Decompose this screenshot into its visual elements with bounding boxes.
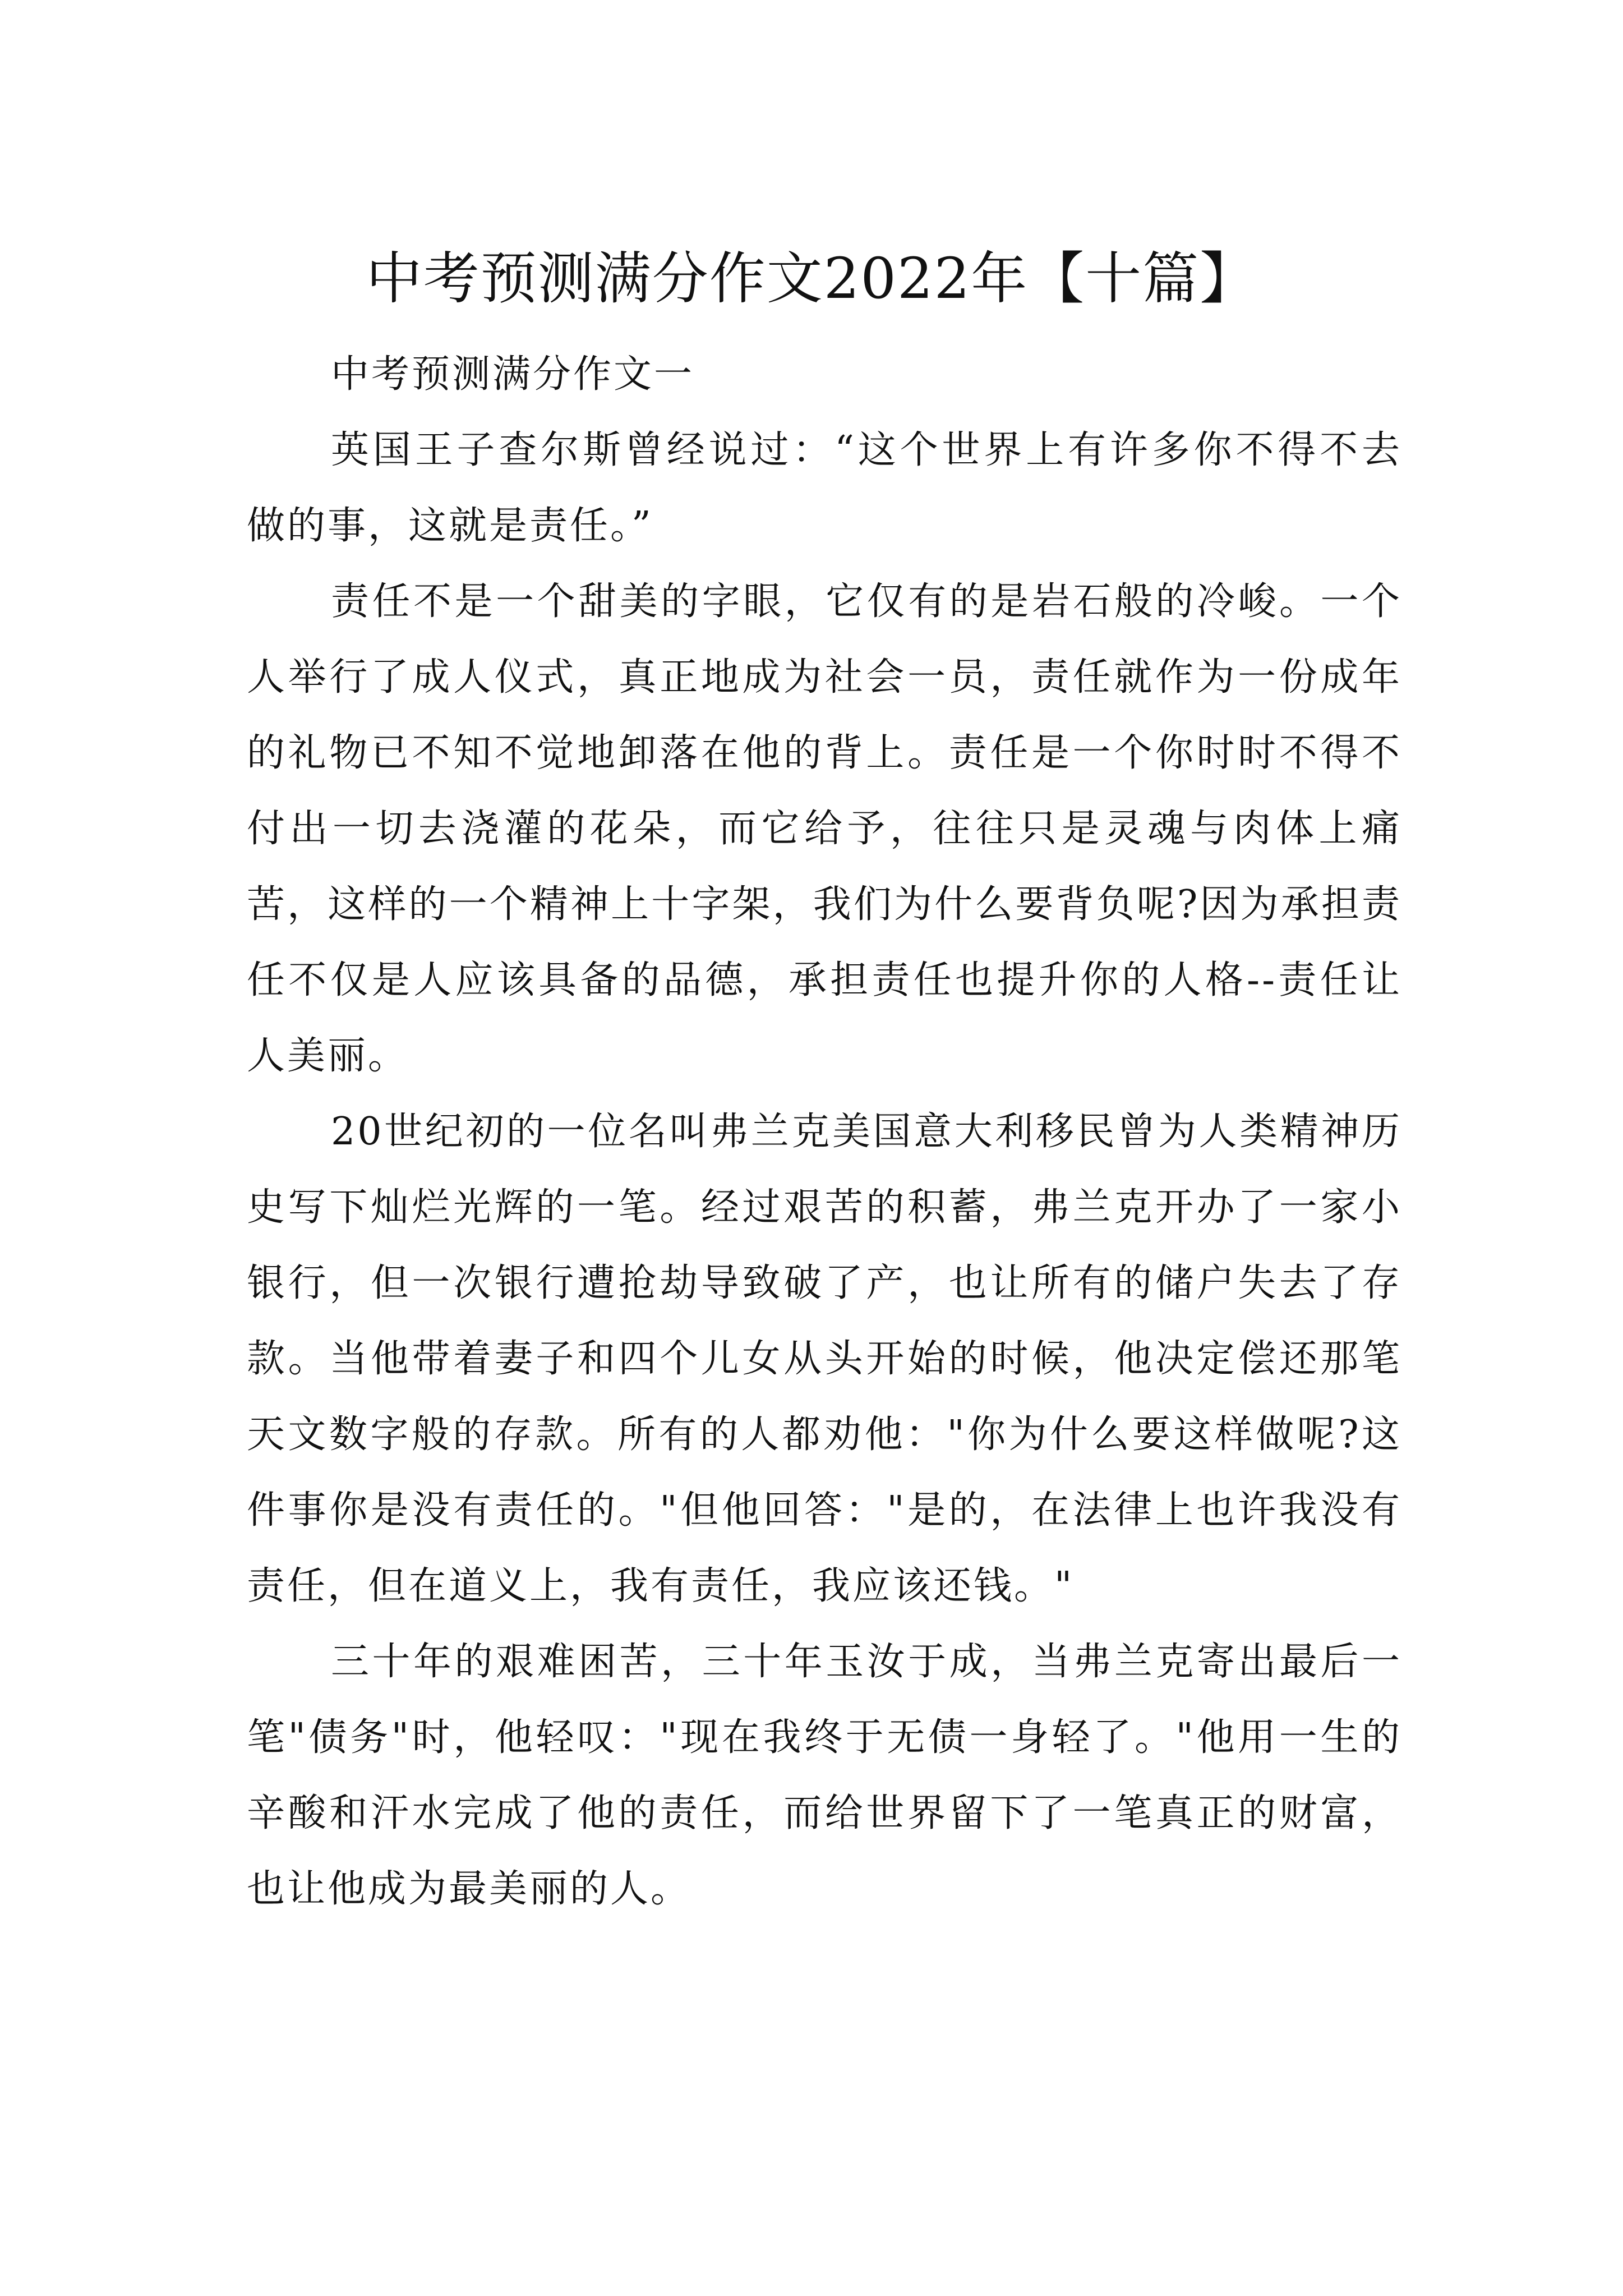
document-title: 中考预测满分作文2022年【十篇】 [366,246,1257,311]
paragraph: 责任不是一个甜美的字眼，它仅有的是岩石般的冷峻。一个人举行了成人仪式，真正地成为社会一员，责任就作为一份成年的礼物已不知不觉地卸落在他的背上。责任是一个你时时不得不付出一切去浇灌的花朵，而它给予，往往只是灵魂与肉体上痛苦，这样的一个精神上十字架，我们为什么要背负呢?因为承担责任不仅是人应该具备的品德，承担责任也提升你的人格--责任让人美丽。 [247,579,1402,1078]
paragraph: 英国王子查尔斯曾经说过：“这个世界上有许多你不得不去做的事，这就是责任。” [247,428,1402,548]
document-body [247,337,1402,1927]
paragraph: 20世纪初的一位名叫弗兰克美国意大利移民曾为人类精神历史写下灿烂光辉的一笔。经过艰苦的积蓄，弗兰克开办了一家小银行，但一次银行遭抢劫导致破了产，也让所有的储户失去了存款。当他带着妻子和四个儿女从头开始的时候，他决定偿还那笔天文数字般的存款。所有的人都劝他："你为什么要这样做呢?这件事你是没有责任的。"但他回答："是的，在法律上也许我没有责任，但在道义上，我有责任，我应该还钱。" [247,1110,1402,1608]
paragraph: 三十年的艰难困苦，三十年玉汝于成，当弗兰克寄出最后一笔"债务"时，他轻叹："现在我终于无债一身轻了。"他用一生的辛酸和汗水完成了他的责任，而给世界留下了一笔真正的财富，也让他成为最美丽的人。 [247,1640,1402,1911]
section-heading: 中考预测满分作文一 [331,352,695,397]
